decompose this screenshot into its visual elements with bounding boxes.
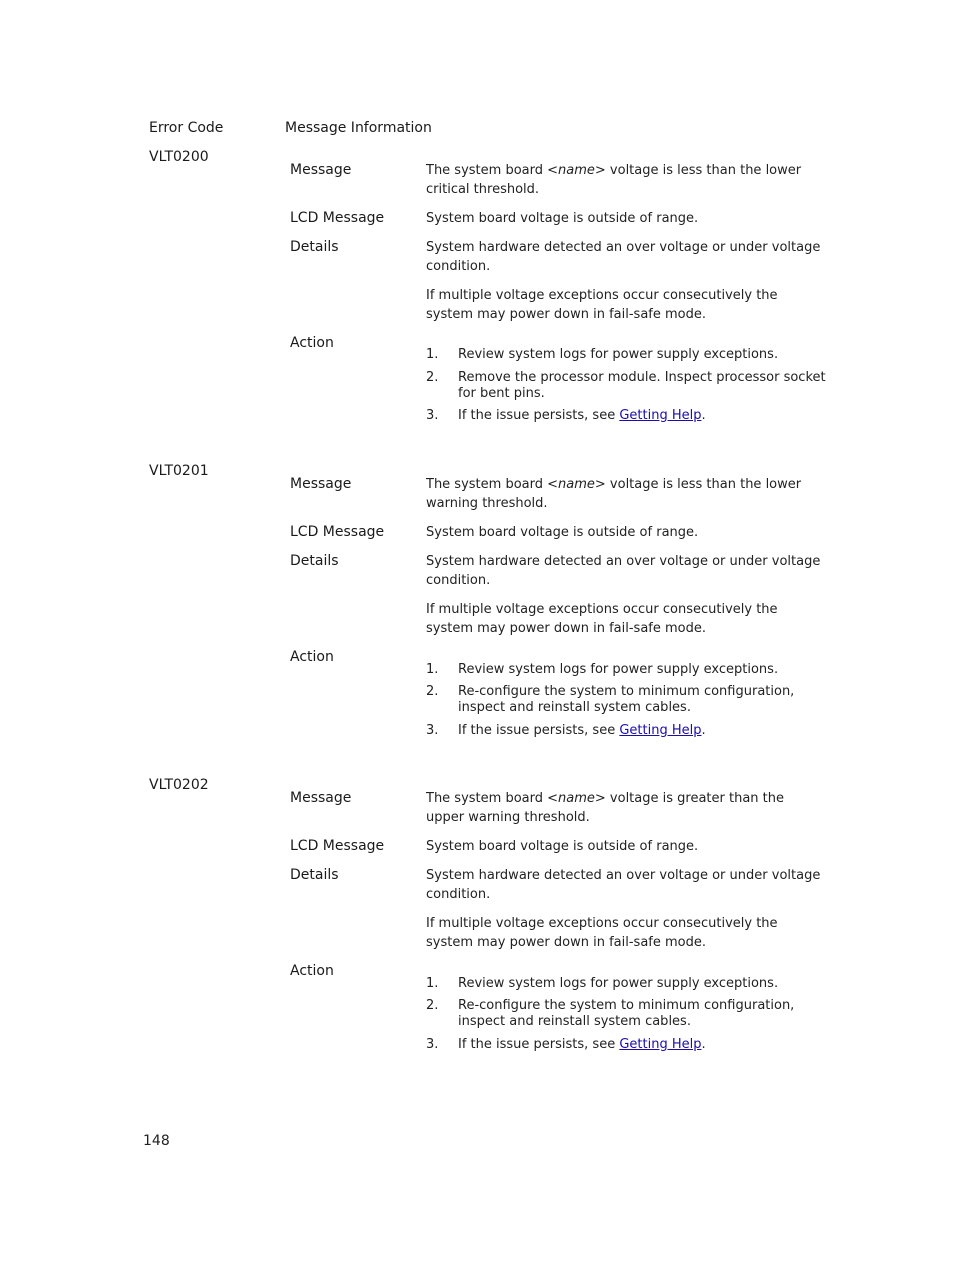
message-text: The system board <name> voltage is less than the lower critical threshold.	[426, 163, 802, 197]
list-item: If the issue persists, see Getting Help.	[458, 408, 706, 423]
list-item-number: 1.	[426, 347, 439, 362]
list-item-number: 2.	[426, 684, 439, 699]
message-label: Message	[290, 790, 352, 806]
details-text: System hardware detected an over voltage or under voltage condition.	[426, 554, 821, 588]
list-item: Review system logs for power supply exceptions.	[458, 347, 779, 362]
lcd-message-label: LCD Message	[290, 210, 385, 226]
details-text-secondary: If multiple voltage exceptions occur consecutively the system may power down in fail-safe mode.	[426, 916, 778, 950]
list-item: Review system logs for power supply exceptions.	[458, 662, 779, 677]
lcd-message-text: System board voltage is outside of range.	[426, 211, 699, 226]
error-code: VLT0200	[149, 149, 209, 165]
column-header-error-code: Error Code	[149, 120, 224, 136]
error-code: VLT0201	[149, 463, 209, 479]
list-item-number: 1.	[426, 662, 439, 677]
message-label: Message	[290, 476, 352, 492]
error-code: VLT0202	[149, 777, 209, 793]
details-label: Details	[290, 553, 339, 569]
details-text: System hardware detected an over voltage or under voltage condition.	[426, 868, 821, 902]
page-number: 148	[143, 1133, 170, 1149]
getting-help-link[interactable]: Getting Help	[619, 408, 702, 423]
details-label: Details	[290, 239, 339, 255]
list-item: Re-configure the system to minimum configuration, inspect and reinstall system cables.	[458, 684, 795, 715]
list-item-number: 3.	[426, 723, 439, 738]
details-text-secondary: If multiple voltage exceptions occur consecutively the system may power down in fail-safe mode.	[426, 602, 778, 636]
details-text-secondary: If multiple voltage exceptions occur consecutively the system may power down in fail-safe mode.	[426, 288, 778, 322]
lcd-message-label: LCD Message	[290, 524, 385, 540]
list-item: If the issue persists, see Getting Help.	[458, 1037, 706, 1052]
message-label: Message	[290, 162, 352, 178]
details-text: System hardware detected an over voltage or under voltage condition.	[426, 240, 821, 274]
action-label: Action	[290, 963, 334, 979]
list-item-number: 3.	[426, 1037, 439, 1052]
list-item: Review system logs for power supply exceptions.	[458, 976, 779, 991]
list-item-number: 1.	[426, 976, 439, 991]
list-item: Remove the processor module. Inspect processor socket for bent pins.	[458, 370, 826, 401]
lcd-message-label: LCD Message	[290, 838, 385, 854]
getting-help-link[interactable]: Getting Help	[619, 1037, 702, 1052]
getting-help-link[interactable]: Getting Help	[619, 723, 702, 738]
list-item: Re-configure the system to minimum configuration, inspect and reinstall system cables.	[458, 998, 795, 1029]
details-label: Details	[290, 867, 339, 883]
list-item-number: 2.	[426, 998, 439, 1013]
list-item: If the issue persists, see Getting Help.	[458, 723, 706, 738]
action-label: Action	[290, 649, 334, 665]
lcd-message-text: System board voltage is outside of range.	[426, 525, 699, 540]
message-text: The system board <name> voltage is less than the lower warning threshold.	[426, 477, 802, 511]
column-header-message-information: Message Information	[285, 120, 432, 136]
message-text: The system board <name> voltage is greater than the upper warning threshold.	[426, 791, 784, 825]
list-item-number: 3.	[426, 408, 439, 423]
list-item-number: 2.	[426, 370, 439, 385]
action-label: Action	[290, 335, 334, 351]
lcd-message-text: System board voltage is outside of range.	[426, 839, 699, 854]
